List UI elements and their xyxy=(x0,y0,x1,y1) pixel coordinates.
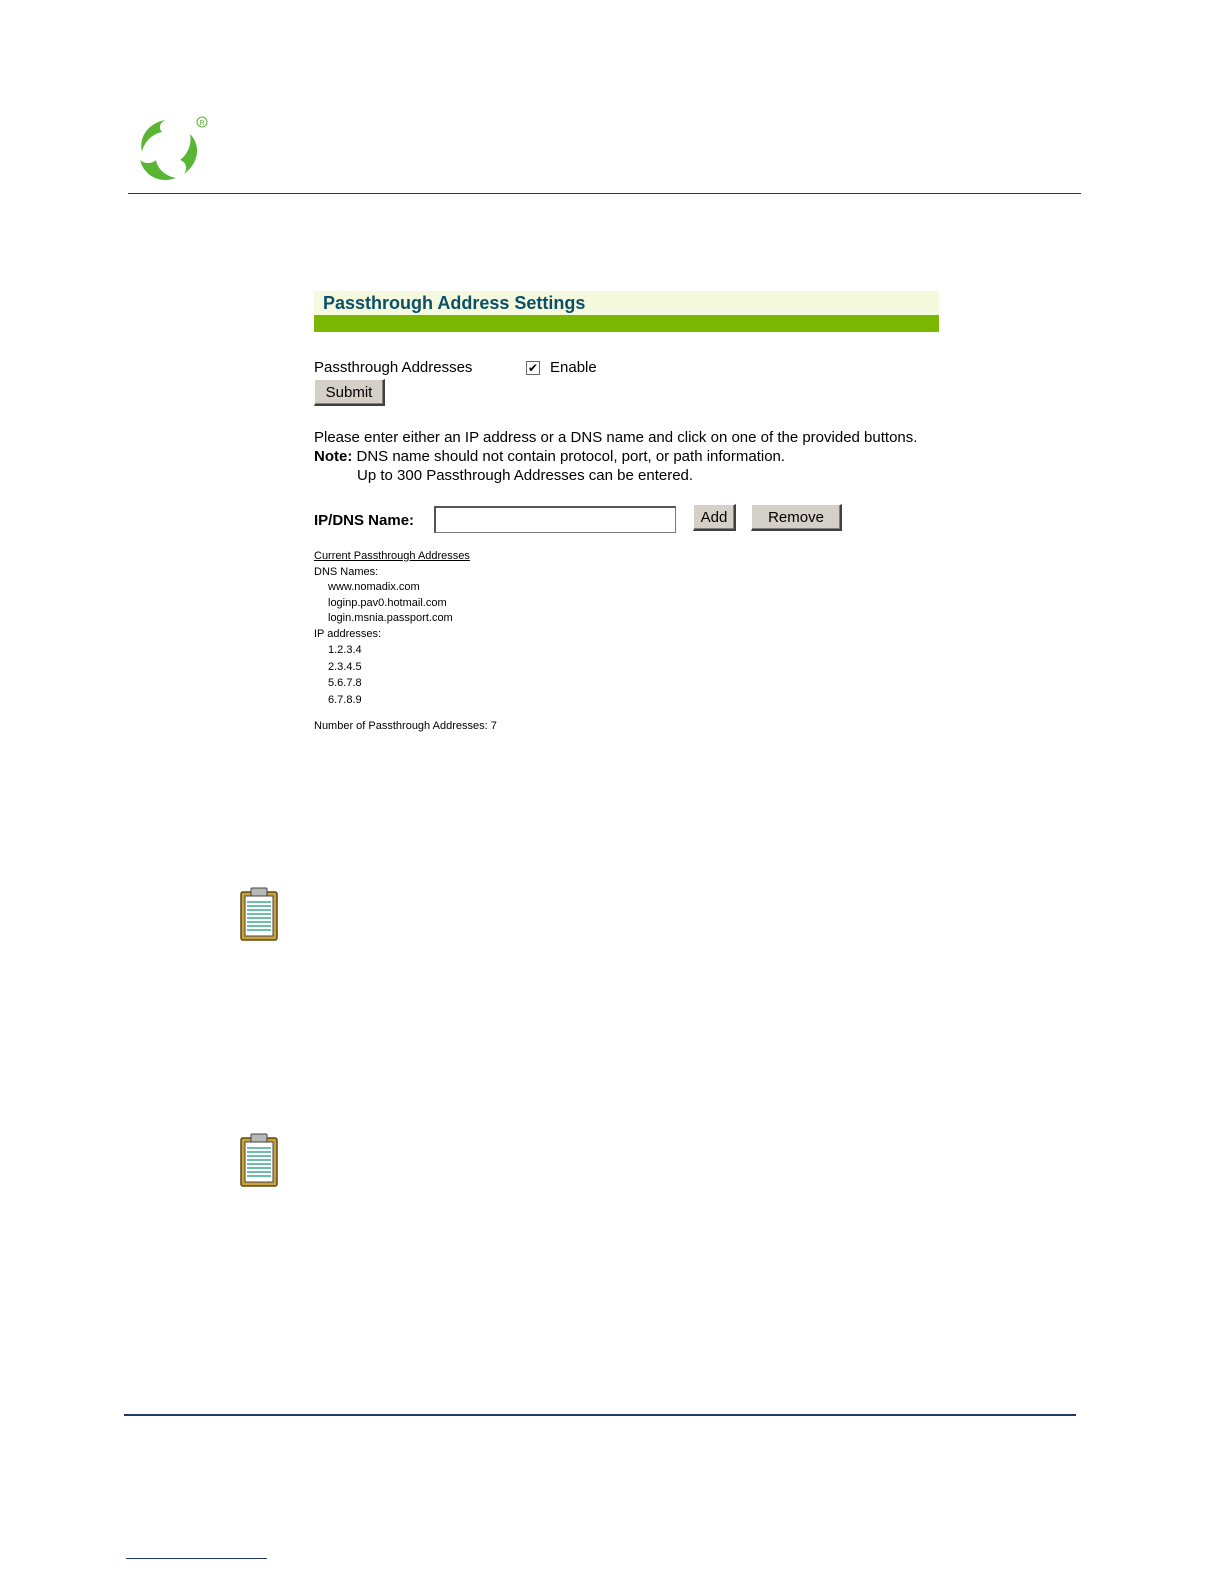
instructions xyxy=(314,428,917,485)
enable-row xyxy=(314,359,939,379)
instruction-text: Please enter either an IP address or a DNS name and click on one of the provided buttons. xyxy=(314,429,918,446)
enable-checkbox[interactable]: ✔ xyxy=(527,361,539,375)
enable-label: Enable xyxy=(550,359,597,376)
ipdns-label: IP/DNS Name: xyxy=(314,512,415,529)
header-accent-bar xyxy=(314,315,939,332)
note-prefix: Note: xyxy=(314,448,353,465)
list-item: 2.3.4.5 xyxy=(328,660,362,673)
panel-header xyxy=(314,291,939,315)
address-count: Number of Passthrough Addresses: 7 xyxy=(314,720,497,732)
add-button[interactable]: Add xyxy=(693,504,736,531)
list-item: www.nomadix.com xyxy=(328,581,420,593)
brand-logo xyxy=(128,112,212,188)
panel-title: Passthrough Address Settings xyxy=(323,293,586,313)
ip-addresses-heading: IP addresses: xyxy=(314,627,382,640)
dns-names-heading: DNS Names: xyxy=(314,565,379,578)
footnote-rule xyxy=(126,1558,267,1559)
current-addresses-heading: Current Passthrough Addresses xyxy=(314,550,470,562)
clipboard-note-icon xyxy=(238,886,280,942)
note-line-1 xyxy=(314,447,917,466)
clipboard-note-icon xyxy=(238,1132,280,1188)
footer-rule xyxy=(124,1414,1076,1416)
submit-button[interactable]: Submit xyxy=(314,379,385,406)
passthrough-addresses-label: Passthrough Addresses xyxy=(314,359,473,376)
svg-text:R: R xyxy=(199,120,205,127)
list-item: 6.7.8.9 xyxy=(328,693,362,706)
ipdns-input[interactable] xyxy=(434,506,676,533)
remove-button[interactable]: Remove xyxy=(751,504,842,531)
list-item: 1.2.3.4 xyxy=(328,644,362,656)
note-text-1: DNS name should not contain protocol, port, or path information. xyxy=(356,448,786,465)
current-addresses-list xyxy=(314,549,470,708)
list-item: login.msnia.passport.com xyxy=(328,612,453,624)
header-rule xyxy=(128,193,1081,194)
list-item: 5.6.7.8 xyxy=(328,677,362,689)
note-text-2: Up to 300 Passthrough Addresses can be entered. xyxy=(357,467,694,484)
list-item: loginp.pav0.hotmail.com xyxy=(328,596,447,609)
passthrough-settings-panel xyxy=(314,291,939,732)
